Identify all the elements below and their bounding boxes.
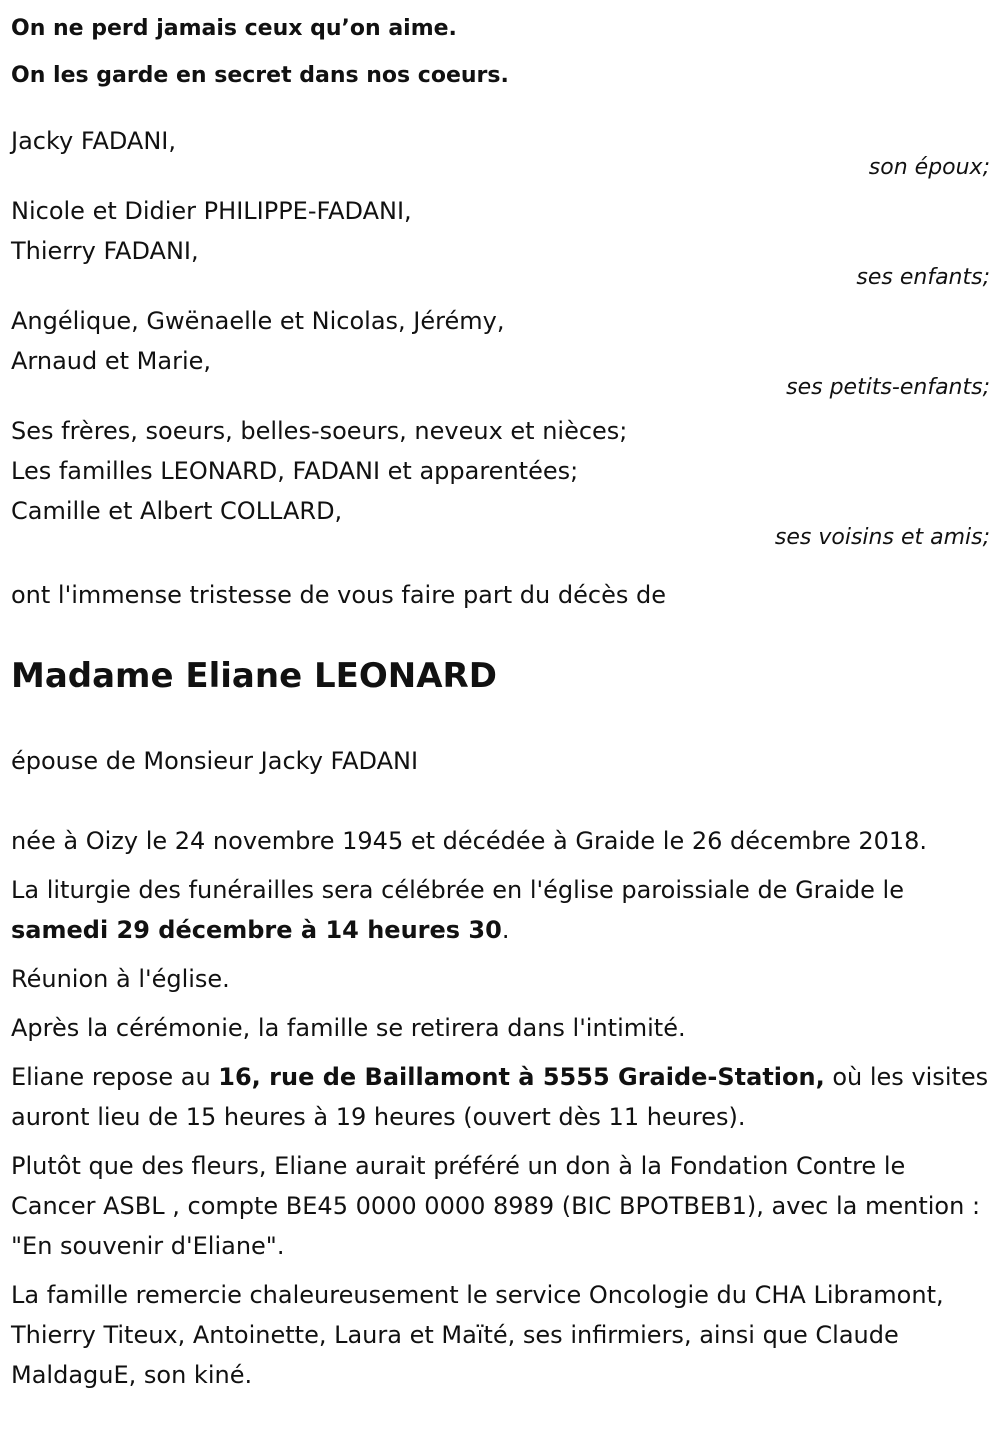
- family-name-line: Nicole et Didier PHILIPPE-FADANI,: [11, 197, 412, 225]
- donation-paragraph: Plutôt que des fleurs, Eliane aurait préféré un don à la Fondation Contre le Cancer ASBL , compte BE45 0000 0000 8989 (BIC BPOTBEB1), avec la mention : "En souvenir d'Eliane".: [11, 1152, 981, 1260]
- family-role: ses voisins et amis;: [774, 525, 990, 550]
- repose-paragraph: [11, 1057, 990, 1137]
- epigraph-line-2: On les garde en secret dans nos coeurs.: [11, 63, 509, 88]
- family-name-line: Ses frères, soeurs, belles-soeurs, neveux et nièces;: [11, 417, 628, 445]
- thanks-paragraph: La famille remercie chaleureusement le service Oncologie du CHA Libramont, Thierry Titeux, Antoinette, Laura et Maïté, ses infirmiers, ainsi que Claude MaldaguE, son kiné.: [11, 1281, 944, 1389]
- family-group-children: [11, 191, 990, 291]
- repose-text: Eliane repose au: [11, 1063, 219, 1091]
- spouse-line: épouse de Monsieur Jacky FADANI: [11, 747, 419, 775]
- funeral-date: samedi 29 décembre à 14 heures 30: [11, 916, 502, 944]
- funeral-paragraph: [11, 870, 990, 950]
- family-name-line: Jacky FADANI,: [11, 127, 177, 155]
- family-role: ses petits-enfants;: [786, 375, 990, 400]
- repose-address: 16, rue de Baillamont à 5555 Graide-Station,: [218, 1063, 825, 1091]
- announcement: ont l'immense tristesse de vous faire part du décès de: [11, 581, 666, 609]
- birth-death-paragraph: née à Oizy le 24 novembre 1945 et décédée à Graide le 26 décembre 2018.: [11, 827, 928, 855]
- funeral-suffix: .: [501, 916, 510, 944]
- family-name-line: Les familles LEONARD, FADANI et apparentées;: [11, 457, 579, 485]
- family-role: ses enfants;: [856, 265, 990, 290]
- meeting-paragraph: Réunion à l'église.: [11, 965, 230, 993]
- deceased-name: Madame Eliane LEONARD: [11, 656, 497, 696]
- family-group-spouse: [11, 121, 990, 181]
- family-name-line: Arnaud et Marie,: [11, 347, 212, 375]
- family-group-grandchildren: [11, 301, 990, 401]
- epigraph-line-1: On ne perd jamais ceux qu’on aime.: [11, 16, 457, 41]
- family-name-line: Thierry FADANI,: [11, 237, 199, 265]
- epigraph: [11, 5, 990, 99]
- family-name-line: Angélique, Gwënaelle et Nicolas, Jérémy,: [11, 307, 505, 335]
- family-role: son époux;: [868, 155, 990, 180]
- family-group-relatives: [11, 411, 990, 551]
- obituary-page: [0, 5, 1000, 1449]
- funeral-text: La liturgie des funérailles sera célébrée en l'église paroissiale de Graide le: [11, 876, 904, 904]
- after-ceremony-paragraph: Après la cérémonie, la famille se retirera dans l'intimité.: [11, 1014, 686, 1042]
- family-name-line: Camille et Albert COLLARD,: [11, 497, 343, 525]
- repose-suffix: où les visites auront lieu de 15 heures à 19 heures (ouvert dès 11 heures).: [11, 1063, 989, 1131]
